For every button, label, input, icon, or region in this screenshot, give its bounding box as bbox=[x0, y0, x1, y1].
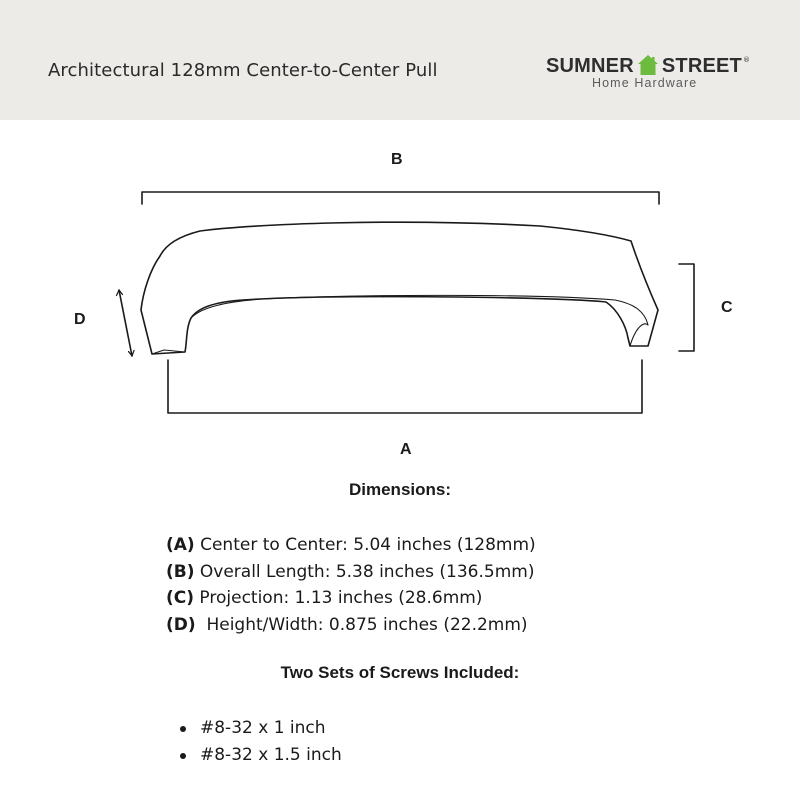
dimensions-list bbox=[166, 532, 536, 638]
pull-outline bbox=[141, 222, 658, 354]
dimension-a-bracket bbox=[168, 360, 642, 413]
pull-diagram bbox=[0, 120, 800, 480]
brand-word-left: SUMNER bbox=[546, 55, 634, 77]
dimension-d-arrow bbox=[119, 290, 132, 356]
label-a: A bbox=[400, 441, 412, 458]
house-icon bbox=[637, 54, 659, 76]
bullet-icon bbox=[180, 753, 186, 759]
screws-list bbox=[180, 715, 342, 769]
page-title: Architectural 128mm Center-to-Center Pull bbox=[48, 60, 438, 81]
list-item: (D) Height/Width: 0.875 inches (22.2mm) bbox=[166, 614, 528, 635]
label-d: D bbox=[74, 311, 86, 328]
brand-word-right: STREET bbox=[661, 55, 742, 77]
screws-heading: Two Sets of Screws Included: bbox=[280, 663, 520, 682]
list-item: (A) Center to Center: 5.04 inches (128mm) bbox=[166, 535, 536, 555]
dimensions-heading: Dimensions: bbox=[348, 480, 452, 499]
list-item: (B) Overall Length: 5.38 inches (136.5mm) bbox=[166, 561, 535, 582]
header-banner bbox=[0, 0, 800, 120]
registered-mark: ® bbox=[742, 56, 750, 64]
label-b: B bbox=[391, 151, 403, 168]
bullet-icon bbox=[180, 726, 186, 732]
brand-wordmark bbox=[546, 50, 750, 76]
pull-drawing bbox=[0, 120, 800, 480]
brand-tagline: Home Hardware bbox=[592, 76, 698, 90]
label-c: C bbox=[721, 299, 733, 316]
list-item: (C) Projection: 1.13 inches (28.6mm) bbox=[166, 588, 483, 608]
dimension-c-bracket bbox=[679, 264, 694, 351]
brand-logo bbox=[546, 50, 762, 94]
dimension-b-bracket bbox=[142, 192, 659, 204]
list-item: #8-32 x 1 inch bbox=[180, 715, 342, 742]
list-item: #8-32 x 1.5 inch bbox=[180, 742, 342, 769]
pull-right-leg bbox=[630, 324, 648, 346]
